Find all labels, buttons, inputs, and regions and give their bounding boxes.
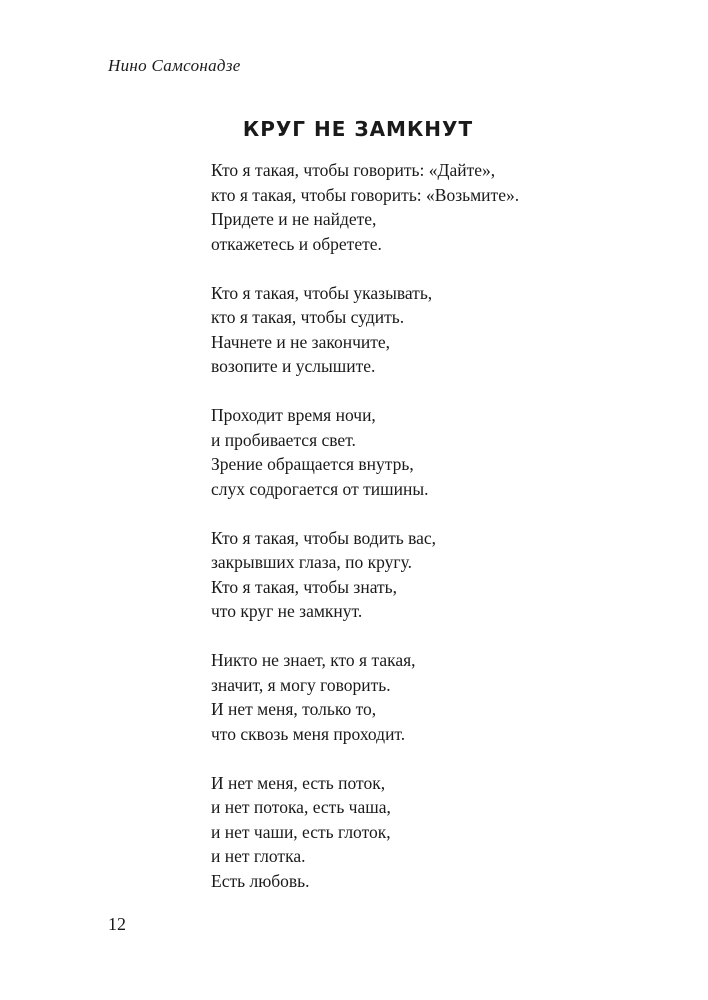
running-header-author: Нино Самсонадзе (108, 56, 241, 75)
stanza (211, 403, 651, 501)
poem-line: что круг не замкнут. (211, 601, 363, 621)
poem-line: И нет меня, есть поток, (211, 772, 386, 793)
poem-line: Кто я такая, чтобы водить вас, (211, 527, 437, 548)
poem-line: Кто я такая, чтобы говорить: «Дайте», (211, 160, 496, 180)
poem-line: Никто не знает, кто я такая, (211, 650, 416, 670)
stanza (211, 281, 651, 379)
poem-line: кто я такая, чтобы судить. (211, 307, 405, 327)
poem-line: Зрение обращается внутрь, (211, 454, 414, 474)
poem-line: кто я такая, чтобы говорить: «Возьмите». (211, 184, 520, 205)
poem-line: Начнете и не закончите, (211, 331, 391, 352)
stanza (211, 771, 651, 894)
poem-line: откажетесь и обретете. (211, 233, 382, 254)
poem-line: Есть любовь. (211, 870, 310, 891)
page-number: 12 (108, 914, 126, 934)
poem-line: и нет чаши, есть глоток, (211, 821, 391, 842)
poem-line: возопите и услышите. (211, 356, 376, 376)
stanza (211, 158, 651, 256)
poem-line: и нет глотка. (211, 846, 306, 866)
poem-line: Кто я такая, чтобы указывать, (211, 282, 433, 303)
poem-line: и нет потока, есть чаша, (211, 797, 391, 817)
poem-line: слух содрогается от тишины. (211, 478, 429, 499)
poem-line: И нет меня, только то, (211, 699, 377, 719)
stanza (211, 648, 651, 746)
poem-line: значит, я могу говорить. (211, 674, 391, 695)
poem-line: Придете и не найдете, (211, 209, 377, 229)
poem-body (211, 158, 651, 918)
poem-line: закрывших глаза, по кругу. (211, 552, 412, 572)
poem-title: КРУГ НЕ ЗАМКНУТ (242, 117, 474, 141)
poem-line: Кто я такая, чтобы знать, (211, 576, 398, 597)
poem-line: и пробивается свет. (211, 429, 356, 450)
poem-line: Проходит время ночи, (211, 405, 376, 425)
stanza (211, 526, 651, 624)
poem-line: что сквозь меня проходит. (211, 723, 406, 744)
